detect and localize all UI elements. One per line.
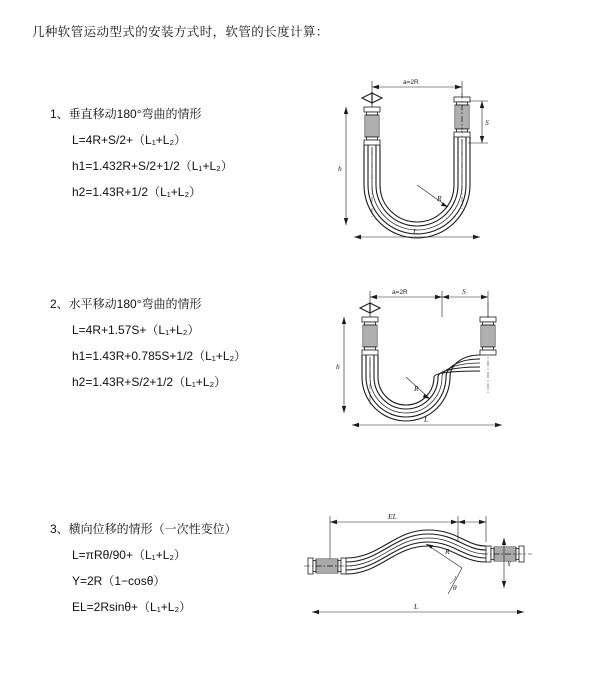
figure-1-label-r: R (437, 194, 442, 203)
section-3-formula-3: EL=2Rsinθ+（L₁+L₂） (72, 600, 192, 614)
section-2-text (50, 295, 310, 399)
section-3-figure (290, 496, 540, 646)
figure-3-label-el: EL (388, 512, 397, 521)
page-title: 几种软管运动型式的安装方式时，软管的长度计算： (32, 25, 329, 39)
figure-3-label-y: Y (507, 559, 512, 568)
figure-3-label-theta: θ (453, 583, 457, 592)
figure-1-label-l: L (413, 227, 418, 236)
section-2-formula-2: h1=1.43R+0.785S+1/2（L₁+L₂） (72, 349, 247, 363)
figure-1-label-s: S (485, 118, 489, 127)
figure-1-label-h: h (338, 164, 342, 173)
figure-2-label-l: L (424, 415, 429, 424)
figure-3-label-r: R (445, 547, 450, 556)
section-3-text (50, 520, 310, 624)
section-1-formula-3: h2=1.43R+1/2（L₁+L₂） (72, 185, 202, 199)
section-2-formula-1: L=4R+1.57S+（L₁+L₂） (72, 323, 200, 337)
section-1-formula-2: h1=1.432R+S/2+1/2（L₁+L₂） (72, 159, 233, 173)
figure-1-label-top: a=2R (403, 79, 419, 86)
section-3-heading: 3、横向位移的情形（一次性变位） (50, 522, 237, 536)
section-1-text (50, 105, 310, 209)
section-1-figure (310, 67, 530, 267)
figure-3-label-l: L (414, 602, 419, 611)
figure-2-label-r: R (414, 384, 419, 393)
section-1-heading: 1、垂直移动180°弯曲的情形 (50, 107, 202, 121)
section-2-formula-3: h2=1.43R+S/2+1/2（L₁+L₂） (72, 375, 227, 389)
section-3-formula-2: Y=2R（1−cosθ） (72, 574, 166, 588)
section-3-formula-1: L=πRθ/90+（L₁+L₂） (72, 548, 187, 562)
figure-2-label-s: S (462, 287, 466, 296)
figure-2-label-top: a=2R (392, 289, 408, 296)
section-2-figure (310, 273, 530, 453)
figure-2-label-h: h (336, 362, 340, 371)
section-1-formula-1: L=4R+S/2+（L₁+L₂） (72, 133, 187, 147)
section-2-heading: 2、水平移动180°弯曲的情形 (50, 297, 202, 311)
